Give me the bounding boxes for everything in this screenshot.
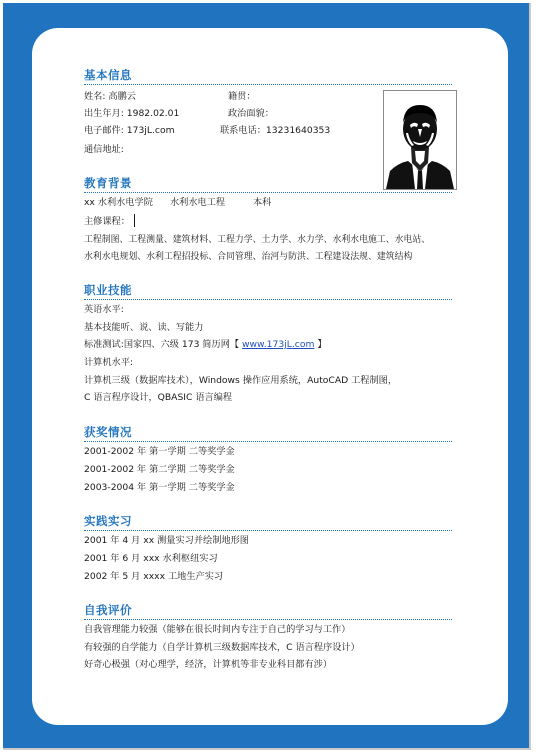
basic-birth: 出生年月: 1982.02.01 [84, 108, 180, 119]
practice-item: 2001 年 4 月 xx 测量实习并绘制地形图 [84, 535, 249, 546]
section-title-basic: 基本信息 [84, 68, 452, 85]
education-major: 水利水电工程 [170, 197, 226, 208]
portrait-silhouette-icon [384, 91, 456, 189]
award-item: 2001-2002 年 第二学期 二等奖学金 [84, 464, 235, 475]
practice-item: 2001 年 6 月 xxx 水利枢纽实习 [84, 553, 218, 564]
basic-phone: 联系电话：13231640353 [220, 125, 331, 136]
skills-computer-label: 计算机水平: [84, 357, 134, 368]
education-courses-line1: 工程制图、工程测量、建筑材料、工程力学、土力学、水力学、水利水电施工、水电站、 [84, 235, 431, 245]
skills-english-label: 英语水平: [84, 304, 124, 315]
text-cursor [134, 214, 136, 227]
section-title-education: 教育背景 [84, 176, 452, 193]
self-item: 好奇心极强（对心理学，经济，计算机等非专业科目都有涉） [84, 659, 333, 670]
skills-computer-2: C 语言程序设计，QBASIC 语言编程 [84, 392, 233, 403]
basic-address: 通信地址: [84, 144, 124, 155]
basic-hometown: 籍贯： [228, 91, 256, 102]
award-item: 2003-2004 年 第一学期 二等奖学金 [84, 482, 235, 493]
section-title-practice: 实践实习 [84, 514, 452, 531]
practice-item: 2002 年 5 月 xxxx 工地生产实习 [84, 571, 224, 582]
skills-english-2-suffix: 】 [317, 339, 327, 350]
basic-email: 电子邮件: 173jL.com [84, 125, 175, 136]
award-item: 2001-2002 年 第一学期 二等奖学金 [84, 446, 235, 457]
website-link[interactable]: www.173jL.com [242, 339, 315, 350]
education-school: xx 水利水电学院 [84, 197, 153, 208]
basic-political: 政治面貌： [228, 108, 274, 119]
basic-name: 姓名: 高鹏云 [84, 91, 136, 102]
self-item: 自我管理能力较强（能够在很长时间内专注于自己的学习与工作） [84, 624, 351, 635]
section-title-awards: 获奖情况 [84, 425, 452, 442]
skills-english-2-prefix: 标准测试:国家四、六级 173 简历网【 [84, 339, 240, 350]
section-title-skills: 职业技能 [84, 283, 452, 300]
courses-label-text: 主修课程： [84, 216, 130, 227]
education-courses-line2: 水利水电规划、水利工程招投标、合同管理、治河与防洪、工程建设法规、建筑结构 [84, 252, 413, 262]
education-courses-label [84, 214, 135, 228]
profile-photo [383, 90, 457, 190]
skills-computer-1: 计算机三级（数据库技术），Windows 操作应用系统，AutoCAD 工程制图， [84, 375, 398, 386]
self-item: 有较强的自学能力（自学计算机三级数据库技术，C 语言程序设计） [84, 642, 360, 653]
skills-english-2 [84, 339, 327, 351]
section-title-self: 自我评价 [84, 603, 452, 620]
skills-english-1: 基本技能听、说、读、写能力 [84, 322, 204, 333]
education-degree: 本科 [253, 197, 272, 208]
